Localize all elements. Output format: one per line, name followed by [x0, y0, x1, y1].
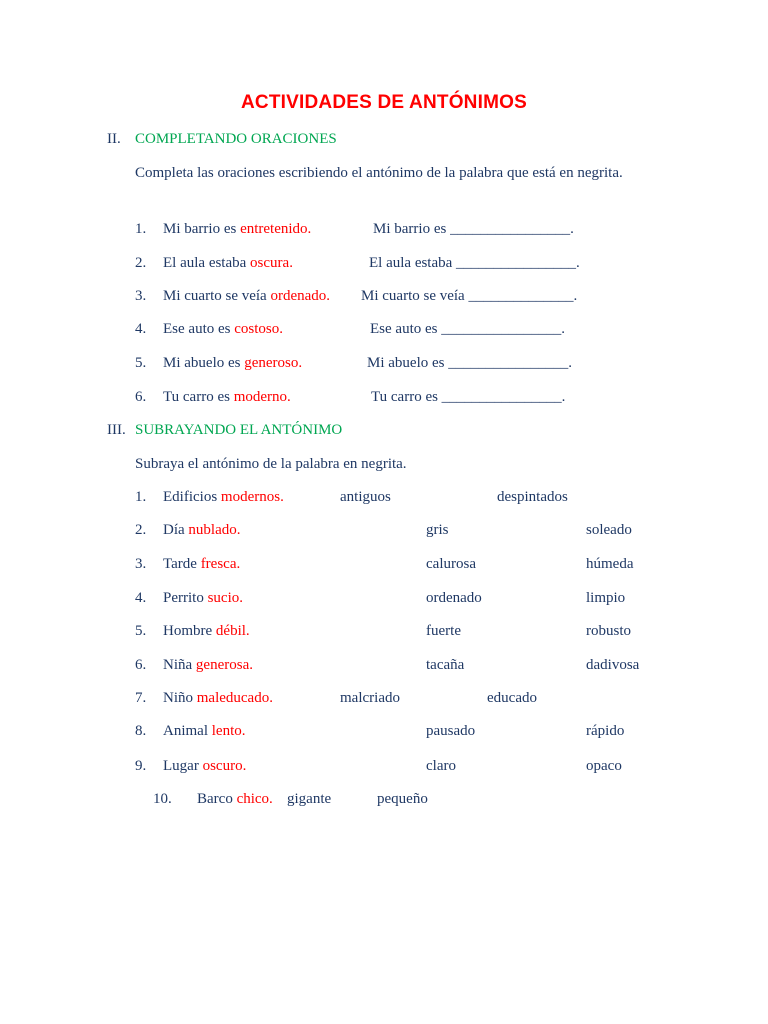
phrase — [163, 621, 250, 641]
item-number: 4. — [135, 590, 147, 606]
answer-line: Mi barrio es ________________. — [373, 221, 574, 237]
option-2: pequeño — [377, 791, 428, 807]
page-title: ACTIVIDADES DE ANTÓNIMOS — [241, 92, 527, 113]
bold-word: chico. — [236, 791, 273, 807]
item-number: 1. — [135, 489, 147, 505]
sentence-prefix: Mi cuarto se veía — [163, 288, 271, 304]
option-1: tacaña — [426, 657, 465, 673]
option-2: soleado — [586, 522, 632, 538]
item-number: 3. — [135, 288, 147, 304]
sentence-prefix: Ese auto es — [163, 321, 235, 337]
option-1: claro — [426, 758, 456, 774]
phrase — [163, 756, 246, 776]
phrase-prefix: Perrito — [163, 590, 208, 606]
bold-word: oscuro. — [202, 758, 247, 774]
phrase-prefix: Niño — [163, 690, 197, 706]
phrase — [163, 520, 241, 540]
phrase-prefix: Lugar — [163, 758, 203, 774]
sentence — [163, 319, 283, 339]
phrase-prefix: Edificios — [163, 489, 221, 505]
sentence — [163, 286, 330, 306]
item-number: 9. — [135, 758, 147, 774]
phrase — [163, 588, 243, 608]
sentence-prefix: Mi barrio es — [163, 221, 241, 237]
item-number: 6. — [135, 657, 147, 673]
bold-word: nublado. — [188, 522, 241, 538]
option-1: antiguos — [340, 489, 391, 505]
item-number: 7. — [135, 690, 147, 706]
sentence-prefix: Tu carro es — [163, 389, 234, 405]
item-number: 10. — [153, 791, 172, 807]
sentence-prefix: El aula estaba — [163, 255, 251, 271]
option-2: robusto — [586, 623, 631, 639]
phrase-prefix: Día — [163, 522, 189, 538]
option-2: rápido — [586, 723, 625, 739]
section-3-number: III. — [107, 422, 126, 438]
item-number: 5. — [135, 355, 147, 371]
phrase-prefix: Hombre — [163, 623, 216, 639]
phrase — [163, 721, 246, 741]
section-2-number: II. — [107, 131, 121, 147]
item-number: 6. — [135, 389, 147, 405]
answer-line: Mi cuarto se veía ______________. — [361, 288, 578, 304]
option-1: malcriado — [340, 690, 400, 706]
item-number: 3. — [135, 556, 147, 572]
option-2: opaco — [586, 758, 622, 774]
bold-word: maleducado. — [196, 690, 273, 706]
option-2: educado — [487, 690, 537, 706]
item-number: 1. — [135, 221, 147, 237]
bold-word: modernos. — [220, 489, 284, 505]
phrase-prefix: Barco — [197, 791, 237, 807]
phrase-prefix: Niña — [163, 657, 196, 673]
item-number: 2. — [135, 255, 147, 271]
sentence — [163, 253, 293, 273]
bold-word: generosa. — [195, 657, 253, 673]
bold-word: lento. — [211, 723, 246, 739]
sentence — [163, 353, 302, 373]
sentence-prefix: Mi abuelo es — [163, 355, 245, 371]
bold-word: entretenido. — [240, 221, 312, 237]
option-1: gris — [426, 522, 449, 538]
item-number: 2. — [135, 522, 147, 538]
option-1: fuerte — [426, 623, 461, 639]
bold-word: oscura. — [250, 255, 293, 271]
option-1: pausado — [426, 723, 476, 739]
phrase — [163, 655, 253, 675]
option-1: calurosa — [426, 556, 476, 572]
phrase — [163, 688, 273, 708]
item-number: 5. — [135, 623, 147, 639]
answer-line: Mi abuelo es ________________. — [367, 355, 572, 371]
option-2: dadivosa — [586, 657, 640, 673]
option-1: gigante — [287, 791, 332, 807]
option-2: húmeda — [586, 556, 634, 572]
bold-word: generoso. — [244, 355, 303, 371]
phrase-prefix: Tarde — [163, 556, 201, 572]
sentence — [163, 387, 291, 407]
option-2: despintados — [497, 489, 568, 505]
bold-word: costoso. — [234, 321, 283, 337]
sentence — [163, 219, 311, 239]
item-number: 8. — [135, 723, 147, 739]
bold-word: moderno. — [233, 389, 291, 405]
section-2-instruction: Completa las oraciones escribiendo el antónimo de la palabra que está en negrita. — [135, 165, 623, 181]
phrase — [197, 789, 273, 809]
answer-line: Ese auto es ________________. — [370, 321, 565, 337]
phrase — [163, 554, 240, 574]
phrase-prefix: Animal — [163, 723, 212, 739]
answer-line: Tu carro es ________________. — [371, 389, 566, 405]
section-3-heading: SUBRAYANDO EL ANTÓNIMO — [135, 422, 343, 438]
answer-line: El aula estaba ________________. — [369, 255, 580, 271]
option-1: ordenado — [426, 590, 482, 606]
item-number: 4. — [135, 321, 147, 337]
bold-word: sucio. — [207, 590, 243, 606]
bold-word: fresca. — [200, 556, 241, 572]
bold-word: débil. — [215, 623, 250, 639]
phrase — [163, 487, 284, 507]
section-2-heading: COMPLETANDO ORACIONES — [135, 131, 337, 147]
option-2: limpio — [586, 590, 626, 606]
section-3-instruction: Subraya el antónimo de la palabra en negrita. — [135, 456, 407, 472]
bold-word: ordenado. — [270, 288, 331, 304]
